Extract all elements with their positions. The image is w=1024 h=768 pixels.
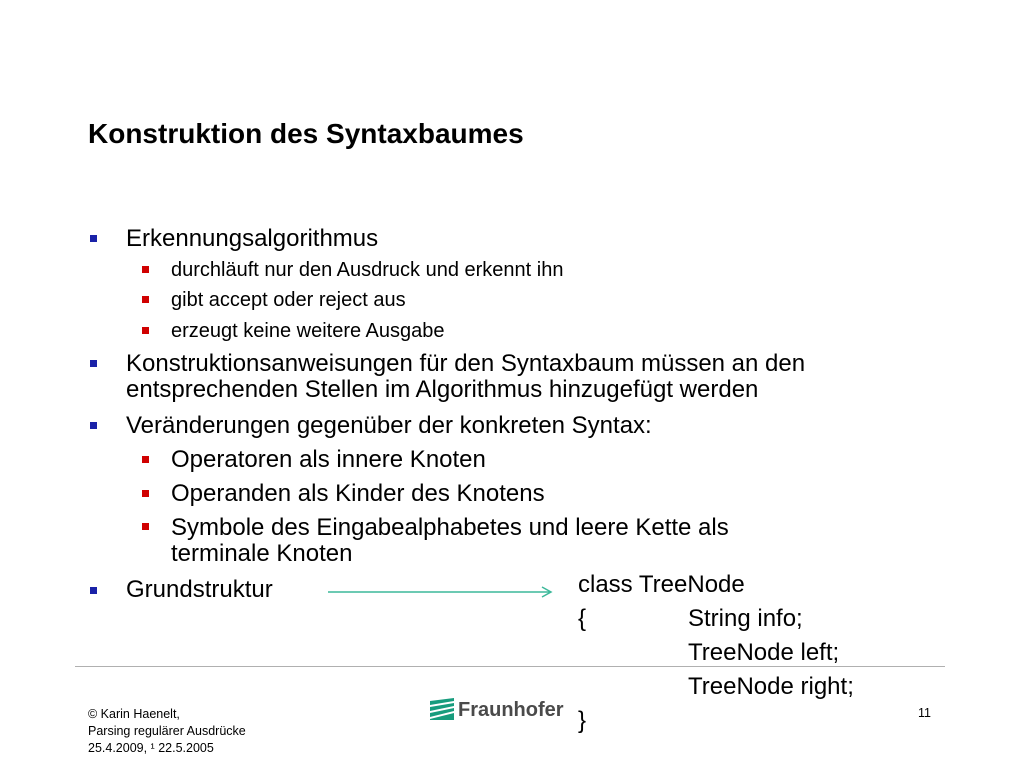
footer-divider xyxy=(75,666,945,667)
slide-title: Konstruktion des Syntaxbaumes xyxy=(88,118,524,149)
bullet-square-icon xyxy=(90,360,97,367)
bullet-square-icon xyxy=(142,456,149,463)
code-open-brace: { xyxy=(578,605,587,632)
bullet-square-icon xyxy=(142,266,149,273)
footer-credits xyxy=(88,706,246,757)
bullet-square-icon xyxy=(142,327,149,334)
code-class-declaration: class TreeNode xyxy=(578,571,745,598)
bullet-square-icon xyxy=(142,296,149,303)
fraunhofer-wordmark: Fraunhofer xyxy=(458,699,564,721)
bullet-square-icon xyxy=(90,235,97,242)
footer-course: Parsing regulärer Ausdrücke xyxy=(88,724,246,738)
bullet-square-icon xyxy=(90,587,97,594)
code-member-info: String info; xyxy=(688,605,803,632)
bullet-square-icon xyxy=(90,422,97,429)
footer-dates: 25.4.2009, ¹ 22.5.2005 xyxy=(88,741,214,755)
page-number: 11 xyxy=(918,706,931,720)
slide-content: Erkennungsalgorithmus durchläuft nur den Ausdruck und erkennt ihn gibt accept oder reject aus erzeugt keine weitere Ausgabe Konstruktionsanweisungen für den Syntaxbaum müssen an den entsprechenden Stellen im Algorithmus hinzugefügt werden Veränderungen gegenüber der konkreten Syntax: Operatoren als innere Knoten Operanden als Kinder des Knotens Symbole des Eingabealphabetes und leere Kette als terminale Knoten Grundstruktur class TreeNode { String info; TreeNode left; TreeNode right; } xyxy=(0,0,1024,768)
arrow-icon xyxy=(328,586,556,602)
bullet-square-icon xyxy=(142,523,149,530)
code-member-left: TreeNode left; xyxy=(688,639,840,666)
footer-author: © Karin Haenelt, xyxy=(88,707,180,721)
fraunhofer-logo-icon xyxy=(430,698,454,720)
code-close-brace: } xyxy=(578,707,587,734)
bullet-square-icon xyxy=(142,490,149,497)
code-member-right: TreeNode right; xyxy=(688,673,854,700)
